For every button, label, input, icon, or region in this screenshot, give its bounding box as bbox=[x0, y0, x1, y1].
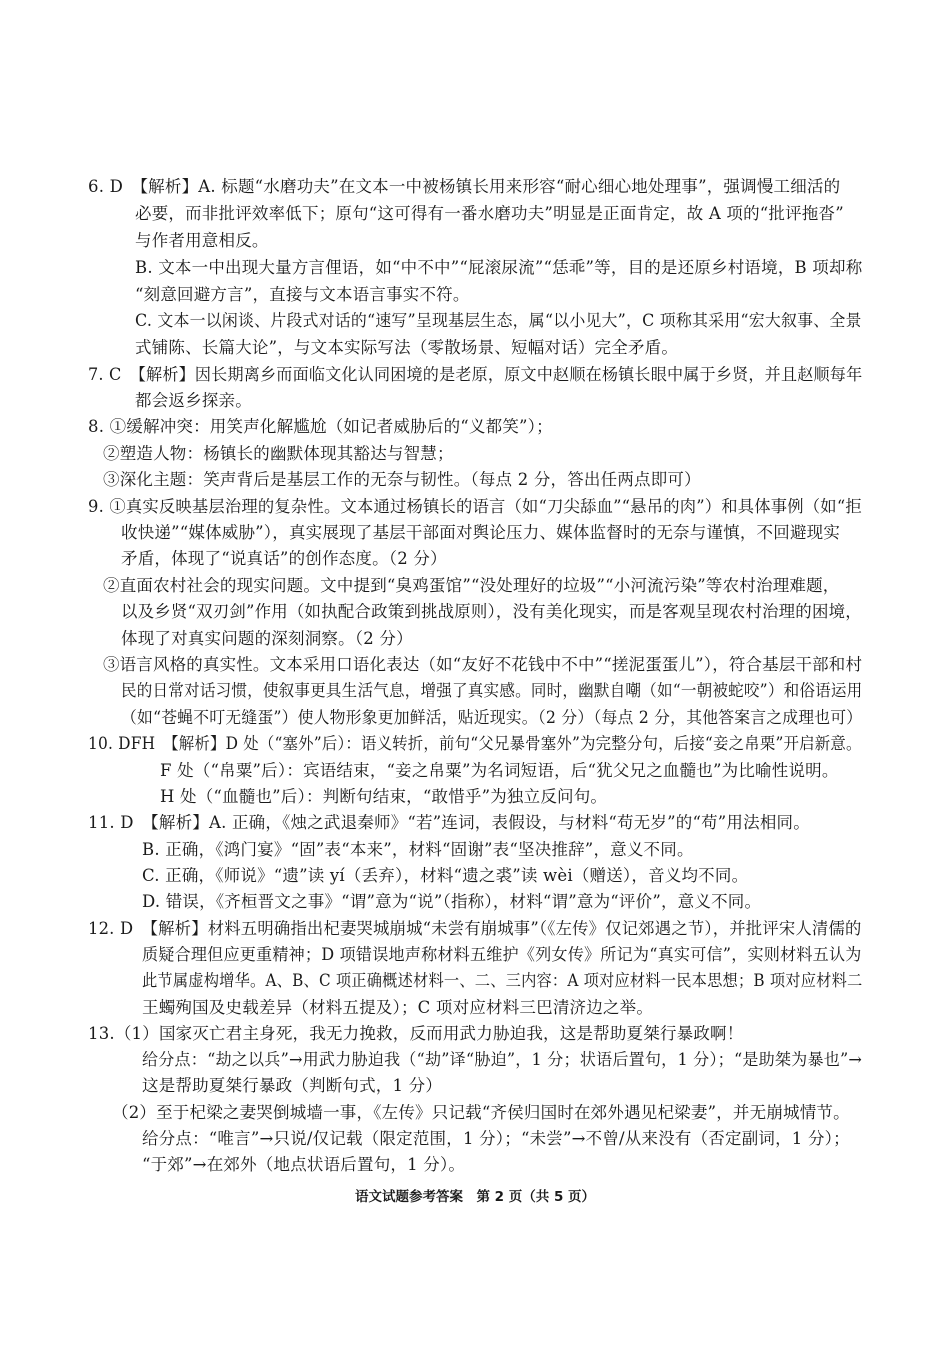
answer-line-9-4: ②直面农村社会的现实问题。文中提到“臭鸡蛋馆”“没处理好的垃圾”“小河流污染”等农村治理难题， bbox=[103, 576, 840, 595]
answer-line-6-6: C. 文本一以闲谈、片段式对话的“速写”呈现基层生态，属“以小见大”，C 项称其采用“宏大叙事、全景 bbox=[135, 311, 862, 330]
answer-line-9-6: 体现了对真实问题的深刻洞察。（2 分） bbox=[121, 629, 413, 648]
page-footer: 语文试题参考答案 第 2 页（共 5 页） bbox=[354, 1189, 596, 1205]
answer-line-7-1: 7. C 【解析】因长期离乡而面临文化认同困境的是老原，原文中赵顺在杨镇长眼中属于乡贤，并且赵顺每年 bbox=[88, 365, 863, 384]
answer-line-9-5: 以及乡贤“双刃剑”作用（如执配合政策到挑战原则），没有美化现实，而是客观呈现农村治理的困境， bbox=[121, 602, 862, 621]
answer-line-9-9: （如“苍蝇不叮无缝蛋”）使人物形象更加鲜活，贴近现实。（2 分）（每点 2 分，其他答案言之成理也可） bbox=[121, 708, 863, 727]
answer-line-11-2: B. 正确，《鸿门宴》“固”表“本来”，材料“固谢”表“坚决推辞”，意义不同。 bbox=[142, 840, 694, 859]
answer-line-6-1: 6. D 【解析】A. 标题“水磨功夫”在文本一中被杨镇长用来形容“耐心细心地处理事”，强调慢工细活的 bbox=[88, 177, 841, 196]
answer-line-9-1: 9. ①真实反映基层治理的复杂性。文本通过杨镇长的语言（如“刀尖舔血”“悬吊的肉”）和具体事例（如“拒 bbox=[88, 497, 862, 516]
answer-line-13-2: 给分点：“劫之以兵”→用武力胁迫我（“劫”译“胁迫”，1 分；状语后置句，1 分）；“是助桀为暴也”→ bbox=[142, 1050, 863, 1069]
answer-line-13-4: （2）至于杞梁之妻哭倒城墙一事，《左传》只记载“齐侯归国时在郊外遇见杞梁妻”，并无崩城情节。 bbox=[112, 1103, 850, 1122]
answer-line-6-7: 式铺陈、长篇大论”，与文本实际写法（零散场景、短幅对话）完全矛盾。 bbox=[135, 338, 679, 357]
answer-line-11-1: 11. D 【解析】A. 正确，《烛之武退秦师》“若”连词，表假设，与材料“苟无岁”的“苟”用法相同。 bbox=[88, 813, 810, 832]
answer-line-6-3: 与作者用意相反。 bbox=[135, 231, 269, 250]
answer-line-6-2: 必要，而非批评效率低下；原句“这可得有一番水磨功夫”明显是正面肯定，故 A 项的“批评拖沓” bbox=[135, 204, 844, 223]
answer-line-13-6: “于郊”→在郊外（地点状语后置句，1 分）。 bbox=[142, 1155, 466, 1174]
answer-line-12-3: 此节属虚构增华。A、B、C 项正确概述材料一、二、三内容：A 项对应材料一民本思想；B 项对应材料二 bbox=[142, 971, 863, 990]
answer-line-10-2: F 处（“帛粟”后）：宾语结束，“妾之帛粟”为名词短语，后“犹父兄之血髓也”为比喻性说明。 bbox=[160, 761, 839, 780]
answer-line-8-3: ③深化主题：笑声背后是基层工作的无奈与韧性。（每点 2 分，答出任两点即可） bbox=[103, 470, 701, 489]
answer-line-12-2: 质疑合理但应更重精神；D 项错误地声称材料五维护《列女传》所记为“真实可信”，实则材料五认为 bbox=[142, 945, 862, 964]
answer-line-13-5: 给分点：“唯言”→只说/仅记载（限定范围，1 分）；“未尝”→不曾/从来没有（否定副词，1 分）； bbox=[142, 1129, 850, 1148]
answer-line-6-4: B. 文本一中出现大量方言俚语，如“中不中”“屁滚尿流”“恁乖”等，目的是还原乡村语境，B 项却称 bbox=[135, 258, 863, 277]
answer-line-9-3: 矛盾，体现了“说真话”的创作态度。（2 分） bbox=[121, 549, 447, 568]
answer-line-13-1: 13.（1）国家灭亡君主身死，我无力挽救，反而用武力胁迫我，这是帮助夏桀行暴政啊！ bbox=[88, 1024, 744, 1043]
answer-line-12-1: 12. D 【解析】材料五明确指出杞妻哭城崩城“未尝有崩城事”（《左传》仅记郊遇之节），并批评宋人清儒的 bbox=[88, 919, 862, 938]
answer-line-9-2: 收快递”“媒体威胁”），真实展现了基层干部面对舆论压力、媒体监督时的无奈与谨慎，不回避现实 bbox=[121, 523, 841, 542]
answer-line-13-3: 这是帮助夏桀行暴政（判断句式，1 分） bbox=[142, 1076, 443, 1095]
answer-line-11-3: C. 正确，《师说》“遗”读 yí（丢弃），材料“遗之裘”读 wèi（赠送），音义均不同。 bbox=[142, 866, 749, 885]
answer-line-10-3: H 处（“血髓也”后）：判断句结束，“敢惜乎”为独立反问句。 bbox=[160, 787, 608, 806]
answer-line-8-1: 8. ①缓解冲突：用笑声化解尴尬（如记者威胁后的“义都笑”）； bbox=[88, 417, 553, 436]
answer-line-6-5: “刻意回避方言”，直接与文本语言事实不符。 bbox=[135, 285, 470, 304]
answer-line-8-2: ②塑造人物：杨镇长的幽默体现其豁达与智慧； bbox=[103, 444, 454, 463]
answer-line-11-4: D. 错误，《齐桓晋文之事》“谓”意为“说”（指称），材料“谓”意为“评价”，意义不同。 bbox=[142, 892, 762, 911]
answer-line-10-1: 10. DFH 【解析】D 处（“塞外”后）：语义转折，前句“父兄暴骨塞外”为完整分句，后接“妾之帛栗”开启新意。 bbox=[88, 734, 862, 753]
answer-line-9-7: ③语言风格的真实性。文本采用口语化表达（如“友好不花钱中不中”“搓泥蛋蛋儿”），符合基层干部和村 bbox=[103, 655, 863, 674]
answer-line-12-4: 王蠋殉国及史载差异（材料五提及）；C 项对应材料三巴清济边之举。 bbox=[142, 998, 654, 1017]
answer-line-9-8: 民的日常对话习惯，使叙事更具生活气息，增强了真实感。同时，幽默自嘲（如“一朝被蛇咬”）和俗语运用 bbox=[121, 681, 863, 700]
answer-line-7-2: 都会返乡探亲。 bbox=[135, 391, 252, 410]
